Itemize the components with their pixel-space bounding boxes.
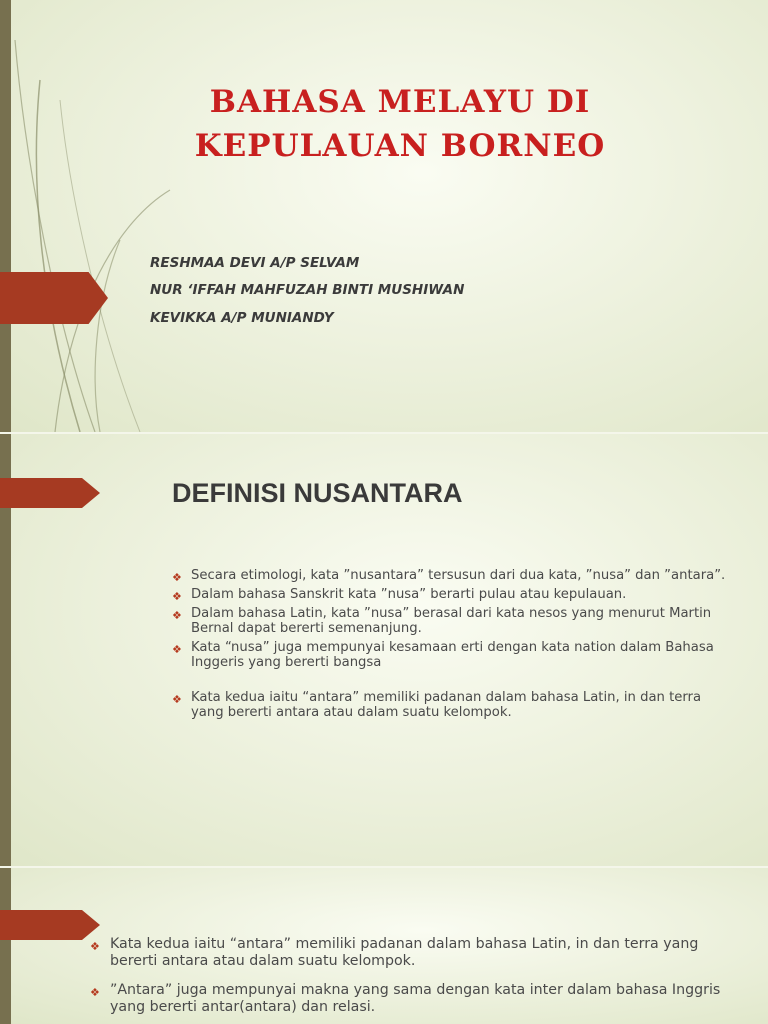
list-item-text: ”Antara” juga mempunyai makna yang sama dengan kata inter dalam bahasa Inggris yang bererti antar(antara) dan relasi. [110,982,721,1015]
author-2: NUR ‘IFFAH MAHFUZAH BINTI MUSHIWAN [150,282,465,298]
left-accent-bar [0,868,11,1024]
list-item [172,606,732,636]
bullet-diamond-icon: ❖ [172,693,182,706]
list-item-text: Secara etimologi, kata ”nusantara” tersusun dari dua kata, ”nusa” dan ”antara”. [191,568,726,583]
author-3: KEVIKKA A/P MUNIANDY [150,310,334,326]
list-item-text: Kata “nusa” juga mempunyai kesamaan erti dengan kata nation dalam Bahasa Inggeris yang bererti bangsa [191,640,714,670]
slide-definisi [0,434,768,866]
slide-antara [0,868,768,1024]
list-item [172,690,732,720]
list-item-text: Dalam bahasa Sanskrit kata ”nusa” berarti pulau atau kepulauan. [191,587,627,602]
list-item-text: Kata kedua iaitu “antara” memiliki padanan dalam bahasa Latin, in dan terra yang bererti antara atau dalam suatu kelompok. [191,690,702,720]
arrow-tab [0,478,100,508]
slide-title: DEFINISI NUSANTARA [172,478,463,508]
arrow-tab [0,910,100,940]
list-item-text: Dalam bahasa Latin, kata ”nusa” berasal dari kata nesos yang menurut Martin Bernal dapat bererti semenanjung. [191,606,712,636]
presentation-title [170,80,630,168]
bullet-diamond-icon: ❖ [172,571,182,584]
slide-title [0,0,768,432]
list-item [90,982,730,1016]
bullet-diamond-icon: ❖ [172,590,182,603]
decorative-curves [0,0,768,432]
list-item [90,936,730,970]
arrow-tab [0,272,108,324]
bullet-diamond-icon: ❖ [90,986,100,999]
bullet-diamond-icon: ❖ [172,609,182,622]
title-line-1: BAHASA MELAYU DI [209,84,591,120]
list-item [172,587,732,602]
bullet-list [90,936,730,1024]
list-item-text: Kata kedua iaitu “antara” memiliki padanan dalam bahasa Latin, in dan terra yang bererti antara atau dalam suatu kelompok. [110,936,699,969]
bullet-diamond-icon: ❖ [90,940,100,953]
list-item [172,568,732,583]
author-1: RESHMAA DEVI A/P SELVAM [150,255,360,271]
bullet-list [172,568,732,724]
title-line-2: KEPULAUAN BORNEO [194,128,606,164]
bullet-diamond-icon: ❖ [172,643,182,656]
list-item [172,640,732,670]
